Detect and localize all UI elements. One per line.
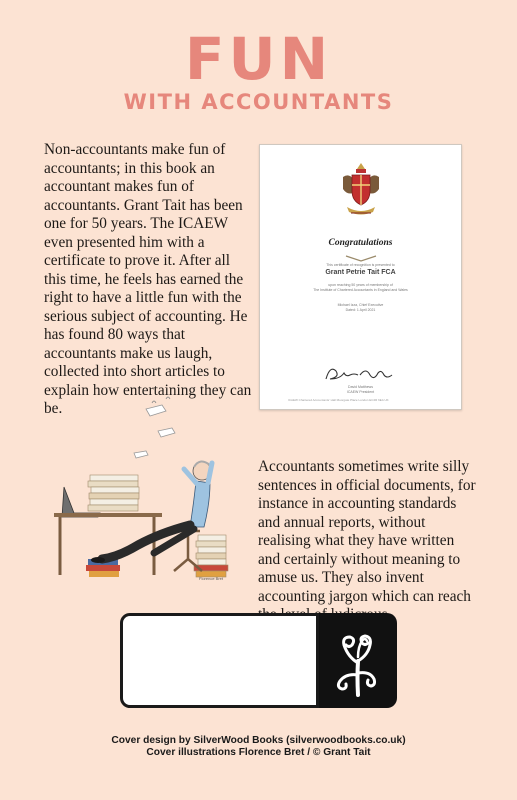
blurb-left: Non-accountants make fun of accountants; in this book an accountant makes fun of accountants. Grant Tait has been one for 50 years. The ICAEW even presented him with a certificate to prove it. After all this time, he feels has earned the right to have a little fun with the serious subject of accounting. He has found 80 ways that accountants make us laugh, collected into short articles to explain how entertaining they can be.	[44, 141, 252, 417]
certificate-signed-line-1: Michael Izza, Chief Executive	[337, 303, 384, 307]
certificate-body-line-1: upon reaching 50 years of membership of	[328, 283, 393, 287]
certificate-footer: ICAEW Chartered Accountants' Hall Moorgate Place London EC2R 6EA UK	[288, 398, 389, 402]
certificate-presented-line: This certificate of recognition is presented to	[326, 263, 395, 267]
coat-of-arms-icon	[339, 161, 383, 223]
credits	[0, 735, 517, 759]
title-sub: WITH ACCOUNTANTS	[123, 90, 394, 114]
accountant-illustration	[38, 395, 238, 587]
publisher-logo	[319, 613, 397, 708]
title-main: FUN	[184, 25, 333, 93]
credit-illustrations: Cover illustrations Florence Bret / © Grant Tait	[146, 747, 371, 758]
certificate-heading: Congratulations	[328, 238, 393, 248]
credit-design: Cover design by SilverWood Books (silverwoodbooks.co.uk)	[111, 735, 406, 746]
certificate-signatory: David Matthews	[348, 385, 373, 389]
illustration-credit: Florence Bret	[199, 576, 224, 581]
tree-logo-icon	[331, 623, 385, 698]
signature-icon	[322, 363, 402, 385]
certificate	[259, 144, 462, 410]
certificate-signed-line-2: Dated: 1 April 2021	[345, 308, 376, 312]
chevron-icon	[345, 255, 377, 263]
certificate-recipient: Grant Petrie Tait FCA	[325, 269, 396, 276]
blurb-right: Accountants sometimes write silly sentences in official documents, for instance in accounting standards and annual reports, without realising what they have written and certainly without meaning to amuse us. They also invent accounting jargon which can reach	[258, 458, 476, 605]
certificate-signatory-title: ICAEW President	[346, 390, 375, 394]
barcode-area	[120, 613, 319, 708]
certificate-body-line-2: The Institute of Chartered Accountants in England and Wales	[313, 288, 408, 292]
